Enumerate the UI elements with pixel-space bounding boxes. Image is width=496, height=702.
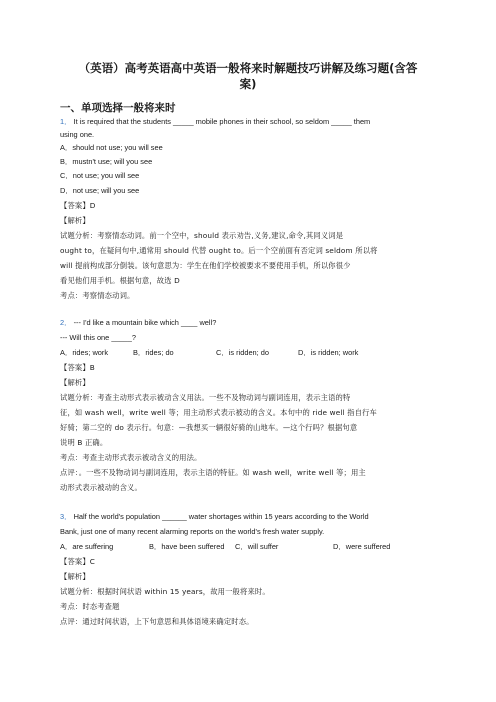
q3-stem-line-2: Bank, just one of many recent alarming reports on the world's fresh water supply. [60, 527, 325, 536]
q2-answer: 【答案】B [60, 363, 95, 372]
document-title [60, 60, 436, 92]
q3-options-row [60, 542, 440, 552]
title-line-2: 案) [239, 77, 257, 91]
q1-point: 考点：考察情态动词。 [60, 291, 135, 300]
q2-number: 2． [60, 318, 72, 327]
q3-analysis-line-1: 试题分析：根据时间状语 within 15 years，故用一般将来时。 [60, 587, 270, 596]
q2-analysis-line-2: 征，如 wash well，write well 等；用主动形式表示被动的含义。本句中的 ride well 指自行车 [60, 408, 377, 417]
q1-stem-text-1: It is required that the students _____ mobile phones in their school, so seldom _____ them [73, 117, 371, 126]
section-heading: 一、单项选择一般将来时 [60, 102, 176, 114]
q3-point: 考点：时态考查题 [60, 602, 120, 611]
q2-option-c: C．is ridden; do [216, 348, 269, 357]
q3-stem-text-1: Half the world's population ______ water shortages within 15 years according to the World [73, 512, 369, 521]
q3-option-a: A．are suffering [60, 542, 114, 551]
q3-option-d: D．were suffered [333, 542, 391, 551]
q1-analysis-label: 【解析】 [60, 216, 90, 225]
q2-note-line-2: 动形式表示被动的含义。 [60, 483, 142, 492]
q3-option-c: C．will suffer [235, 542, 279, 551]
q3-answer: 【答案】C [60, 557, 96, 566]
title-line-1: （英语）高考英语高中英语一般将来时解题技巧讲解及练习题(含答 [78, 61, 418, 75]
q1-number: 1． [60, 117, 72, 126]
q2-option-a: A．rides; work [60, 348, 109, 357]
q1-option-d: D．not use; will you see [60, 186, 140, 195]
q1-option-c: C．not use; you will see [60, 171, 140, 180]
q3-analysis-label: 【解析】 [60, 572, 90, 581]
q1-option-a: A．should not use; you will see [60, 143, 163, 152]
q1-option-b: B．mustn't use; will you see [60, 157, 153, 166]
q1-analysis-line-2: ought to，在疑问句中,通常用 should 代替 ought to。后一个空前面有否定词 seldom 所以将 [60, 246, 378, 255]
q2-stem-text-1: --- I'd like a mountain bike which ____ well? [73, 318, 217, 327]
q2-note-line-1: 点评：。一些不及物动词与副词连用，表示主语的特征。如 wash well，write well 等；用主 [60, 468, 366, 477]
q2-analysis-line-3: 好骑；第二空的 do 表示行。句意：—我想买一辆很好骑的山地车。—这个行吗？根据句意 [60, 423, 358, 432]
q1-analysis-line-4: 看见他们用手机。根据句意，故选 D [60, 276, 180, 285]
q2-stem-line-1 [60, 318, 440, 328]
q3-note-line-1: 点评：通过时间状语，上下句意思和具体语境来确定时态。 [60, 617, 254, 626]
q2-analysis-label: 【解析】 [60, 378, 90, 387]
q1-stem-line-1 [60, 117, 440, 127]
q2-analysis-line-1: 试题分析：考查主动形式表示被动含义用法。一些不及物动词与副词连用，表示主语的特 [60, 393, 351, 402]
q3-option-b: B．have been suffered [149, 542, 225, 551]
q1-stem-line-2: using one. [60, 130, 95, 139]
q2-stem-line-2: --- Will this one _____? [60, 333, 136, 342]
q1-analysis-line-1: 试题分析：考察情态动词。前一个空中，should 表示劝告,义务,建议,命令,其同义词是 [60, 231, 344, 240]
q2-option-b: B．rides; do [133, 348, 174, 357]
q3-stem-line-1 [60, 512, 440, 522]
q1-analysis-line-3: will 提前构成部分倒装。该句意思为：学生在他们学校被要求不要使用手机，所以你很少 [60, 261, 351, 270]
q2-point: 考点：考查主动形式表示被动含义的用法。 [60, 453, 202, 462]
q3-number: 3． [60, 512, 72, 521]
q2-analysis-line-4: 说明 B 正确。 [60, 438, 108, 447]
q2-options-row [60, 348, 440, 358]
q1-answer: 【答案】D [60, 201, 96, 210]
q2-option-d: D．is ridden; work [298, 348, 359, 357]
